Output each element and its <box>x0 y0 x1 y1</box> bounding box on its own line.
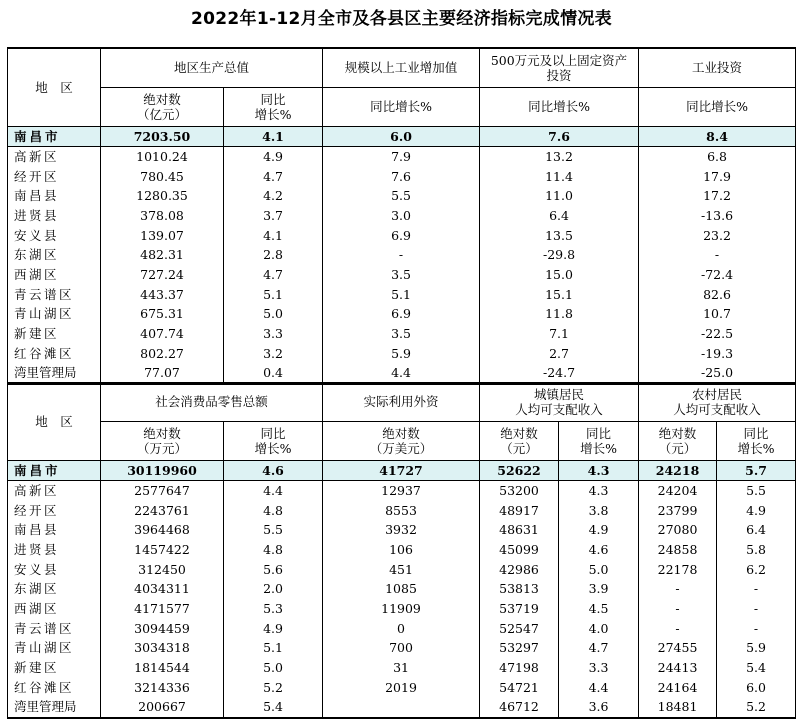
industrial-investment-growth-cell: 17.9 <box>639 167 796 187</box>
fixed-asset-header-line1: 500万元及以上固定资产 <box>490 53 628 68</box>
urban-income-value-cell: 46712 <box>480 698 559 719</box>
fixed-asset-header <box>480 48 639 88</box>
table2-row <box>8 639 796 659</box>
gdp-value-cell: 1280.35 <box>101 186 224 206</box>
fixed-asset-growth-cell: 6.4 <box>480 206 639 226</box>
table2-row <box>8 481 796 501</box>
gdp-value-cell: 139.07 <box>101 226 224 246</box>
rural-income-growth-cell: 6.2 <box>717 560 796 580</box>
urban-income-value-cell: 52622 <box>480 461 559 481</box>
industry-header: 规模以上工业增加值 <box>323 48 480 88</box>
urban-income-value-cell: 53297 <box>480 639 559 659</box>
urban-absolute-header-line1: 绝对数 <box>500 426 538 441</box>
industrial-investment-growth-cell: -13.6 <box>639 206 796 226</box>
region-cell: 南昌县 <box>8 520 101 540</box>
industrial-investment-header: 工业投资 <box>639 48 796 88</box>
industry-growth-cell: 6.9 <box>323 305 480 325</box>
rural-income-growth-cell: 5.4 <box>717 658 796 678</box>
gdp-value-cell: 675.31 <box>101 305 224 325</box>
region-cell: 红谷滩区 <box>8 344 101 364</box>
fixed-asset-growth-cell: 15.1 <box>480 285 639 305</box>
urban-income-growth-cell: 4.6 <box>559 540 639 560</box>
table1-row <box>8 324 796 344</box>
urban-income-value-cell: 48917 <box>480 501 559 521</box>
fdi-value-cell: 106 <box>323 540 480 560</box>
table2-row <box>8 599 796 619</box>
urban-income-header-line2: 人均可支配收入 <box>515 402 603 417</box>
rural-income-value-cell: 24164 <box>639 678 717 698</box>
gdp-growth-cell: 3.3 <box>224 324 323 344</box>
table2-row <box>8 501 796 521</box>
region-cell: 安义县 <box>8 560 101 580</box>
table1-row <box>8 186 796 206</box>
gdp-growth-cell: 5.1 <box>224 285 323 305</box>
fdi-absolute-header-line2: （万美元） <box>369 441 433 456</box>
table1-row <box>8 265 796 285</box>
rural-absolute-header-line2: （元） <box>658 441 697 456</box>
urban-absolute-header-line2: （元） <box>500 441 538 456</box>
rural-income-growth-cell: - <box>717 619 796 639</box>
retail-value-cell: 4171577 <box>101 599 224 619</box>
region-cell: 青云谱区 <box>8 619 101 639</box>
table1-row <box>8 167 796 187</box>
fdi-absolute-header <box>323 422 480 461</box>
table2-row-total <box>8 461 796 481</box>
gdp-growth-cell: 4.7 <box>224 167 323 187</box>
urban-income-growth-cell: 3.6 <box>559 698 639 719</box>
urban-income-value-cell: 42986 <box>480 560 559 580</box>
industrial-investment-growth-cell: -25.0 <box>639 364 796 385</box>
gdp-growth-header <box>224 88 323 127</box>
table2-row <box>8 698 796 719</box>
table2-row <box>8 678 796 698</box>
rural-growth-header <box>717 422 796 461</box>
rural-income-value-cell: 18481 <box>639 698 717 719</box>
urban-growth-header-line1: 同比 <box>586 426 612 441</box>
retail-growth-header-line1: 同比 <box>260 426 286 441</box>
gdp-value-cell: 482.31 <box>101 245 224 265</box>
page-title: 2022年1-12月全市及各县区主要经济指标完成情况表 <box>191 9 612 29</box>
table2-row <box>8 658 796 678</box>
urban-income-growth-cell: 4.9 <box>559 520 639 540</box>
fixed-asset-growth-cell: 11.8 <box>480 305 639 325</box>
retail-absolute-header <box>101 422 224 461</box>
fixed-asset-growth-cell: -29.8 <box>480 245 639 265</box>
fdi-value-cell: 0 <box>323 619 480 639</box>
urban-income-value-cell: 54721 <box>480 678 559 698</box>
industrial-investment-growth-cell: 8.4 <box>639 127 796 147</box>
rural-growth-header-line1: 同比 <box>743 426 769 441</box>
region-header-2: 地 区 <box>8 383 101 461</box>
fixed-asset-growth-cell: 15.0 <box>480 265 639 285</box>
region-cell: 经开区 <box>8 167 101 187</box>
gdp-absolute-header <box>101 88 224 127</box>
table2-row <box>8 540 796 560</box>
gdp-value-cell: 727.24 <box>101 265 224 285</box>
rural-income-growth-cell: 6.4 <box>717 520 796 540</box>
rural-income-value-cell: 23799 <box>639 501 717 521</box>
fixed-asset-growth-cell: 11.4 <box>480 167 639 187</box>
urban-income-growth-cell: 4.7 <box>559 639 639 659</box>
industry-growth-cell: 3.5 <box>323 324 480 344</box>
fixed-asset-growth-cell: 7.1 <box>480 324 639 344</box>
gdp-value-cell: 802.27 <box>101 344 224 364</box>
gdp-growth-header-line1: 同比 <box>260 92 286 107</box>
fdi-value-cell: 700 <box>323 639 480 659</box>
industry-growth-cell: 5.1 <box>323 285 480 305</box>
retail-growth-cell: 4.4 <box>224 481 323 501</box>
table1-row <box>8 245 796 265</box>
retail-value-cell: 3094459 <box>101 619 224 639</box>
retail-growth-cell: 5.2 <box>224 678 323 698</box>
gdp-growth-cell: 5.0 <box>224 305 323 325</box>
industry-growth-cell: 3.5 <box>323 265 480 285</box>
gdp-growth-cell: 4.1 <box>224 226 323 246</box>
gdp-value-cell: 780.45 <box>101 167 224 187</box>
urban-income-growth-cell: 3.3 <box>559 658 639 678</box>
gdp-growth-header-line2: 增长% <box>254 107 292 122</box>
region-cell: 经开区 <box>8 501 101 521</box>
retail-value-cell: 4034311 <box>101 579 224 599</box>
urban-income-growth-cell: 3.9 <box>559 579 639 599</box>
table1-row-total <box>8 127 796 147</box>
fdi-value-cell: 451 <box>323 560 480 580</box>
retail-value-cell: 3214336 <box>101 678 224 698</box>
fixed-asset-growth-cell: 11.0 <box>480 186 639 206</box>
industrial-investment-growth-cell: -22.5 <box>639 324 796 344</box>
table2-row <box>8 520 796 540</box>
retail-growth-cell: 5.5 <box>224 520 323 540</box>
urban-income-value-cell: 53719 <box>480 599 559 619</box>
table1-row <box>8 285 796 305</box>
fixed-asset-growth-header: 同比增长% <box>480 88 639 127</box>
table1-row <box>8 147 796 167</box>
rural-income-growth-cell: - <box>717 579 796 599</box>
industrial-investment-growth-cell: -72.4 <box>639 265 796 285</box>
region-cell: 青山湖区 <box>8 305 101 325</box>
table2-row <box>8 560 796 580</box>
industrial-investment-growth-cell: -19.3 <box>639 344 796 364</box>
rural-income-growth-cell: 6.0 <box>717 678 796 698</box>
rural-income-growth-cell: 5.5 <box>717 481 796 501</box>
rural-income-value-cell: 24858 <box>639 540 717 560</box>
rural-absolute-header-line1: 绝对数 <box>658 426 697 441</box>
retail-growth-cell: 5.6 <box>224 560 323 580</box>
urban-income-growth-cell: 4.3 <box>559 461 639 481</box>
urban-income-growth-cell: 4.4 <box>559 678 639 698</box>
urban-growth-header-line2: 增长% <box>580 441 617 456</box>
region-cell: 红谷滩区 <box>8 678 101 698</box>
urban-income-value-cell: 52547 <box>480 619 559 639</box>
urban-income-growth-cell: 3.8 <box>559 501 639 521</box>
rural-growth-header-line2: 增长% <box>737 441 775 456</box>
urban-income-growth-cell: 5.0 <box>559 560 639 580</box>
gdp-value-cell: 443.37 <box>101 285 224 305</box>
gdp-growth-cell: 4.7 <box>224 265 323 285</box>
industrial-investment-growth-cell: 10.7 <box>639 305 796 325</box>
retail-header: 社会消费品零售总额 <box>101 383 323 422</box>
region-cell: 进贤县 <box>8 206 101 226</box>
urban-growth-header <box>559 422 639 461</box>
rural-income-value-cell: - <box>639 599 717 619</box>
region-cell: 西湖区 <box>8 599 101 619</box>
table1-row <box>8 206 796 226</box>
fdi-value-cell: 12937 <box>323 481 480 501</box>
retail-growth-cell: 5.4 <box>224 698 323 719</box>
retail-value-cell: 2577647 <box>101 481 224 501</box>
rural-income-value-cell: - <box>639 579 717 599</box>
industry-growth-cell: 5.5 <box>323 186 480 206</box>
region-cell: 南昌县 <box>8 186 101 206</box>
retail-growth-cell: 4.8 <box>224 501 323 521</box>
urban-income-growth-cell: 4.0 <box>559 619 639 639</box>
fdi-value-cell: 31 <box>323 658 480 678</box>
retail-value-cell: 1457422 <box>101 540 224 560</box>
fixed-asset-growth-cell: 13.5 <box>480 226 639 246</box>
economic-indicators-table-1 <box>7 47 796 385</box>
retail-growth-header-line2: 增长% <box>254 441 292 456</box>
rural-absolute-header <box>639 422 717 461</box>
rural-income-header-line1: 农村居民 <box>692 387 743 402</box>
urban-income-value-cell: 53813 <box>480 579 559 599</box>
region-header: 地 区 <box>8 48 101 127</box>
retail-value-cell: 1814544 <box>101 658 224 678</box>
gdp-value-cell: 407.74 <box>101 324 224 344</box>
retail-growth-cell: 5.1 <box>224 639 323 659</box>
gdp-growth-cell: 0.4 <box>224 364 323 385</box>
retail-value-cell: 312450 <box>101 560 224 580</box>
urban-income-header <box>480 383 639 422</box>
gdp-value-cell: 1010.24 <box>101 147 224 167</box>
rural-income-value-cell: 27080 <box>639 520 717 540</box>
industry-growth-cell: 6.9 <box>323 226 480 246</box>
urban-income-value-cell: 48631 <box>480 520 559 540</box>
fdi-value-cell: 11909 <box>323 599 480 619</box>
region-cell: 青云谱区 <box>8 285 101 305</box>
retail-absolute-header-line2: （万元） <box>136 441 187 456</box>
rural-income-growth-cell: 5.9 <box>717 639 796 659</box>
industrial-investment-growth-cell: - <box>639 245 796 265</box>
fdi-value-cell: 2019 <box>323 678 480 698</box>
rural-income-growth-cell: 5.8 <box>717 540 796 560</box>
industry-growth-cell: 5.9 <box>323 344 480 364</box>
rural-income-header <box>639 383 796 422</box>
retail-value-cell: 30119960 <box>101 461 224 481</box>
retail-growth-cell: 2.0 <box>224 579 323 599</box>
region-cell: 湾里管理局 <box>8 698 101 719</box>
industry-growth-header: 同比增长% <box>323 88 480 127</box>
gdp-value-cell: 7203.50 <box>101 127 224 147</box>
fdi-absolute-header-line1: 绝对数 <box>382 426 420 441</box>
gdp-growth-cell: 4.1 <box>224 127 323 147</box>
gdp-growth-cell: 4.2 <box>224 186 323 206</box>
retail-growth-cell: 4.8 <box>224 540 323 560</box>
region-cell: 青山湖区 <box>8 639 101 659</box>
industrial-investment-growth-cell: 6.8 <box>639 147 796 167</box>
industrial-investment-growth-cell: 17.2 <box>639 186 796 206</box>
table1-row <box>8 344 796 364</box>
region-cell: 南昌市 <box>8 461 101 481</box>
retail-growth-header <box>224 422 323 461</box>
industrial-investment-growth-cell: 82.6 <box>639 285 796 305</box>
region-cell: 安义县 <box>8 226 101 246</box>
fixed-asset-header-line2: 投资 <box>546 68 572 83</box>
region-cell: 东湖区 <box>8 245 101 265</box>
retail-value-cell: 2243761 <box>101 501 224 521</box>
table2-row <box>8 579 796 599</box>
industry-growth-cell: 7.6 <box>323 167 480 187</box>
retail-growth-cell: 4.9 <box>224 619 323 639</box>
fdi-value-cell: 41727 <box>323 461 480 481</box>
rural-income-value-cell: - <box>639 619 717 639</box>
urban-income-value-cell: 45099 <box>480 540 559 560</box>
region-cell: 南昌市 <box>8 127 101 147</box>
fixed-asset-growth-cell: -24.7 <box>480 364 639 385</box>
rural-income-growth-cell: - <box>717 599 796 619</box>
table1-row <box>8 226 796 246</box>
rural-income-value-cell: 24218 <box>639 461 717 481</box>
gdp-growth-cell: 2.8 <box>224 245 323 265</box>
urban-income-value-cell: 53200 <box>480 481 559 501</box>
region-cell: 高新区 <box>8 147 101 167</box>
urban-income-header-line1: 城镇居民 <box>534 387 585 402</box>
rural-income-value-cell: 24204 <box>639 481 717 501</box>
urban-income-growth-cell: 4.5 <box>559 599 639 619</box>
gdp-growth-cell: 3.2 <box>224 344 323 364</box>
rural-income-value-cell: 27455 <box>639 639 717 659</box>
region-cell: 新建区 <box>8 658 101 678</box>
fdi-value-cell: 3932 <box>323 520 480 540</box>
fdi-value-cell: 1085 <box>323 579 480 599</box>
region-cell: 进贤县 <box>8 540 101 560</box>
industry-growth-cell: 3.0 <box>323 206 480 226</box>
urban-income-growth-cell: 4.3 <box>559 481 639 501</box>
urban-income-value-cell: 47198 <box>480 658 559 678</box>
gdp-growth-cell: 3.7 <box>224 206 323 226</box>
retail-growth-cell: 5.0 <box>224 658 323 678</box>
retail-value-cell: 3964468 <box>101 520 224 540</box>
fixed-asset-growth-cell: 2.7 <box>480 344 639 364</box>
region-cell: 东湖区 <box>8 579 101 599</box>
rural-income-growth-cell: 4.9 <box>717 501 796 521</box>
table2-row <box>8 619 796 639</box>
rural-income-value-cell: 22178 <box>639 560 717 580</box>
table1-row <box>8 305 796 325</box>
economic-indicators-table-2 <box>7 382 796 719</box>
region-cell: 高新区 <box>8 481 101 501</box>
industry-growth-cell: 7.9 <box>323 147 480 167</box>
gdp-absolute-header-line2: （亿元） <box>136 107 187 122</box>
industry-growth-cell: 6.0 <box>323 127 480 147</box>
fdi-header: 实际利用外资 <box>323 383 480 422</box>
gdp-value-cell: 77.07 <box>101 364 224 385</box>
rural-income-header-line2: 人均可支配收入 <box>673 402 761 417</box>
rural-income-value-cell: 24413 <box>639 658 717 678</box>
gdp-growth-cell: 4.9 <box>224 147 323 167</box>
rural-income-growth-cell: 5.7 <box>717 461 796 481</box>
retail-growth-cell: 4.6 <box>224 461 323 481</box>
urban-absolute-header <box>480 422 559 461</box>
industry-growth-cell: - <box>323 245 480 265</box>
fixed-asset-growth-cell: 13.2 <box>480 147 639 167</box>
retail-value-cell: 3034318 <box>101 639 224 659</box>
region-cell: 西湖区 <box>8 265 101 285</box>
fdi-value-cell: 8553 <box>323 501 480 521</box>
retail-value-cell: 200667 <box>101 698 224 719</box>
region-cell: 湾里管理局 <box>8 364 101 385</box>
retail-absolute-header-line1: 绝对数 <box>143 426 181 441</box>
gdp-header: 地区生产总值 <box>101 48 323 88</box>
retail-growth-cell: 5.3 <box>224 599 323 619</box>
industry-growth-cell: 4.4 <box>323 364 480 385</box>
region-cell: 新建区 <box>8 324 101 344</box>
fdi-value-cell <box>323 698 480 719</box>
fixed-asset-growth-cell: 7.6 <box>480 127 639 147</box>
gdp-value-cell: 378.08 <box>101 206 224 226</box>
rural-income-growth-cell: 5.2 <box>717 698 796 719</box>
industrial-investment-growth-header: 同比增长% <box>639 88 796 127</box>
industrial-investment-growth-cell: 23.2 <box>639 226 796 246</box>
gdp-absolute-header-line1: 绝对数 <box>143 92 181 107</box>
